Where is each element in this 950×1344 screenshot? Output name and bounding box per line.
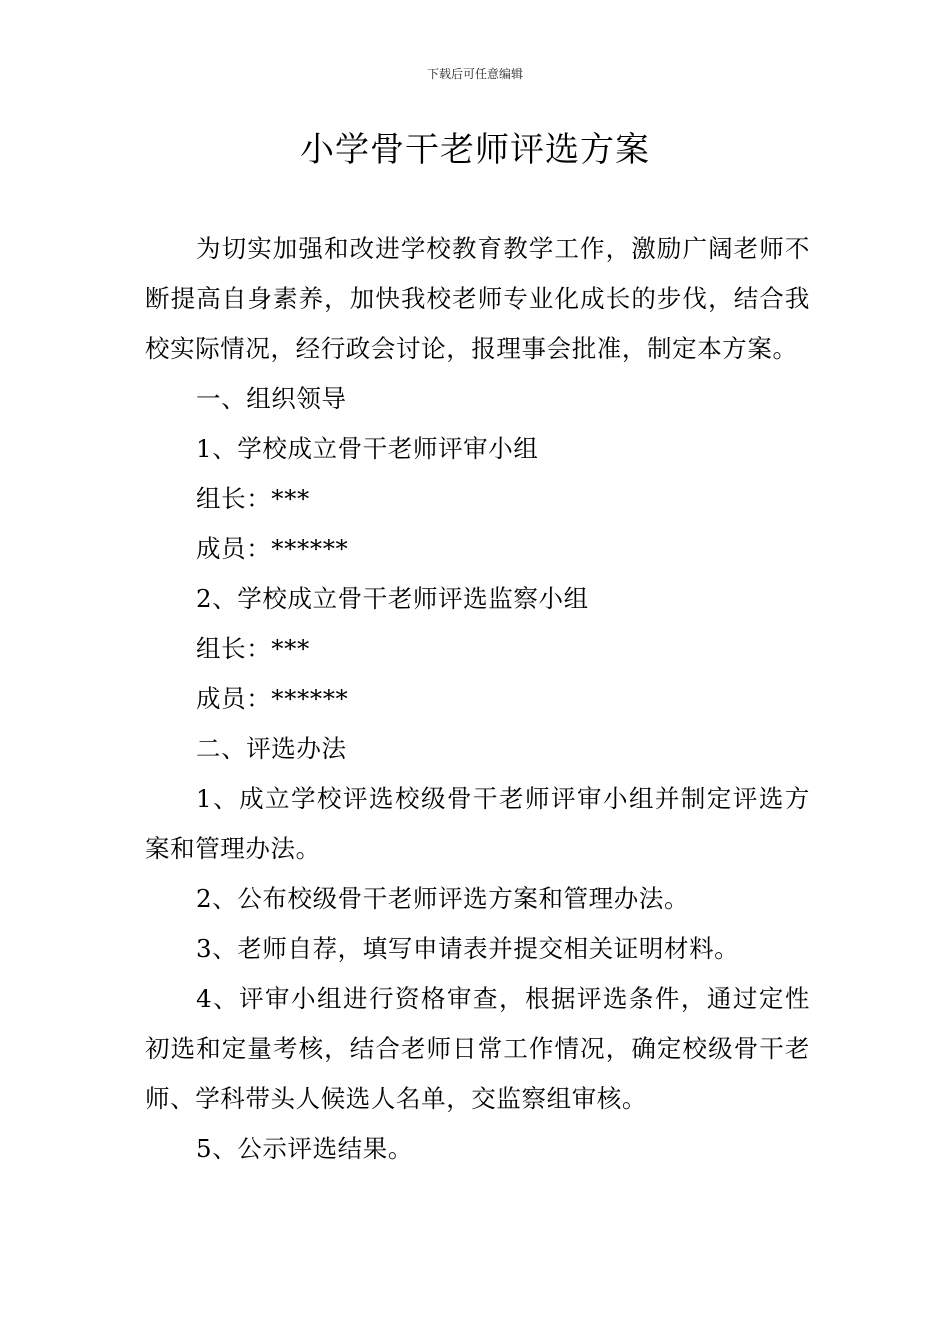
list-item: 1、成立学校评选校级骨干老师评审小组并制定评选方案和管理办法。: [145, 784, 810, 863]
page-header-note: 下载后可任意编辑: [426, 67, 523, 81]
intro-paragraph: 为切实加强和改进学校教育教学工作，激励广阔老师不断提高自身素养，加快我校老师专业化成长的步伐，结合我校实际情况，经行政会讨论，报理事会批准，制定本方案。: [145, 234, 810, 363]
section-heading-organization: 一、组织领导: [196, 384, 347, 413]
list-item: 3、老师自荐，填写申请表并提交相关证明材料。: [196, 934, 740, 963]
section-heading-method: 二、评选办法: [196, 734, 347, 763]
document-title: 小学骨干老师评选方案: [300, 130, 650, 170]
list-item: 组长：***: [196, 484, 310, 513]
list-item: 2、学校成立骨干老师评选监察小组: [196, 584, 589, 613]
list-item: 组长：***: [196, 634, 310, 663]
document-body: [145, 224, 810, 1174]
list-item: 成员：******: [196, 684, 349, 713]
list-item: 4、评审小组进行资格审查，根据评选条件，通过定性初选和定量考核，结合老师日常工作情况，确定校级骨干老师、学科带头人候选人名单，交监察组审核。: [145, 984, 810, 1113]
list-item: 成员：******: [196, 534, 349, 563]
list-item: 2、公布校级骨干老师评选方案和管理办法。: [196, 884, 690, 913]
list-item: 5、公示评选结果。: [196, 1134, 413, 1163]
list-item: 1、学校成立骨干老师评审小组: [196, 434, 539, 463]
